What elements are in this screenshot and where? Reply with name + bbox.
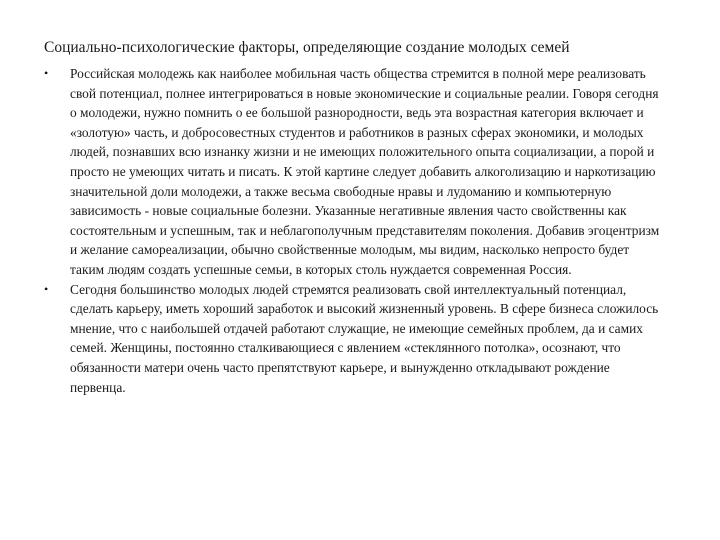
bullet-marker: • bbox=[44, 66, 49, 80]
slide-title: Социально-психологические факторы, определяющие создание молодых семей bbox=[44, 39, 570, 56]
bullet-list bbox=[44, 64, 664, 397]
bullet-marker: • bbox=[44, 281, 49, 296]
bullet-item bbox=[44, 280, 664, 398]
bullet-item bbox=[44, 64, 664, 280]
bullet-text: Российская молодежь как наиболее мобильная часть общества стремится в полной мере реализовать свой потенциал, полнее интегрироваться в новые экономические и социальные реалии. Говоря сегодня о молодежи, нужно помнить о ее большой разнородности, ведь эта возрастная категория включает и «золотую» часть, и добросовестных студентов и работников в разных сферах экономики, и молодых людей, познавших всю изнанку жизни и не имеющих положительного опыта социализации, а порой и просто не умеющих читать и писать. К этой картине следует добавить алкоголизацию и наркотизацию значительной доли молодежи, а также весьма свободные нравы и лудоманию и компьютерную зависимость - новые социальные болезни. Указанные негативные явления часто свойственны как состоятельным и успешным, так и неблагополучным представителям поколения. Добавив эгоцентризм и желание самореализации, обычно свойственные молодым, мы видим, насколько непросто будет таким людям создать успешные семьи, в которых столь нуждается современная Россия. bbox=[70, 66, 660, 277]
bullet-text: Сегодня большинство молодых людей стремятся реализовать свой интеллектуальный потенциал, сделать карьеру, иметь хороший заработок и высокий жизненный уровень. В сфере бизнеса сложилось мнение, что с наибольшей отдачей работают служащие, не имеющие семейных проблем, да и самих семей. Женщины, постоянно сталкивающиеся с явлением «стеклянного потолка», осознают, что обязанности матери очень часто препятствуют карьере, и вынужденно откладывают рождение первенца. bbox=[70, 281, 659, 395]
